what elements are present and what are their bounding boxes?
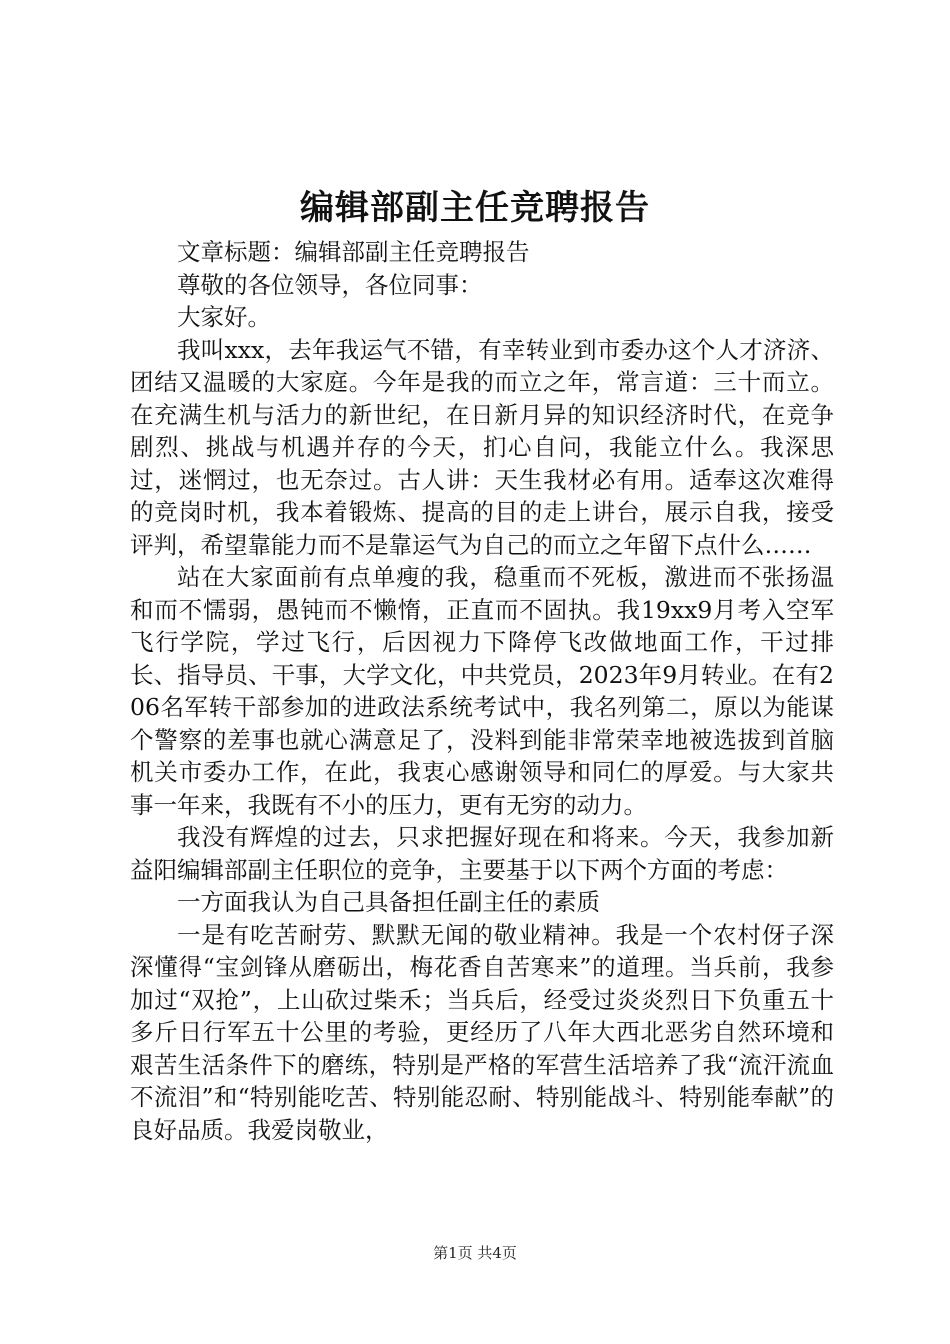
- paragraph-background: 站在大家面前有点单瘦的我，稳重而不死板，激进而不张扬温和而不懦弱，愚钝而不懒惰，正直而不固执。我19xx9月考入空军飞行学院，学过飞行，后因视力下降停飞改做地面工作，干过排长、指导员、干事，大学文化，中共党员，2023年9月转业。在有206名军转干部参加的进政法系统考试中，我名列第二，原以为能谋个警察的差事也就心满意足了，没料到能非常荣幸地被选拔到首脑机关市委办工作，在此，我衷心感谢领导和同仁的厚爱。与大家共事一年来，我既有不小的压力，更有无穷的动力。: [130, 563, 834, 819]
- paragraph-article-title: 文章标题：编辑部副主任竞聘报告: [177, 238, 530, 266]
- paragraph-motivation: 我没有辉煌的过去，只求把握好现在和将来。今天，我参加新益阳编辑部副主任职位的竞争，主要基于以下两个方面的考虑：: [130, 823, 834, 884]
- paragraph-introduction: 我叫xxx，去年我运气不错，有幸转业到市委办这个人才济济、团结又温暖的大家庭。今年是我的而立之年，常言道：三十而立。在充满生机与活力的新世纪，在日新月异的知识经济时代，在竞争剧烈、挑战与机遇并存的今天，扪心自问，我能立什么。我深思过，迷惘过，也无奈过。古人讲：天生我材必有用。适奉这次难得的竞岗时机，我本着锻炼、提高的目的走上讲台，展示自我，接受评判，希望靠能力而不是靠运气为自己的而立之年留下点什么……: [130, 335, 834, 559]
- page-footer: 第1页 共4页: [433, 1244, 517, 1262]
- document-body: [130, 236, 834, 1146]
- paragraph-point-one: 一是有吃苦耐劳、默默无闻的敬业精神。我是一个农村伢子深深懂得“宝剑锋从磨砺出，梅花香自苦寒来”的道理。当兵前，我参加过“双抢”，上山砍过柴禾；当兵后，经受过炎炎烈日下负重五十多斤日行军五十公里的考验，更经历了八年大西北恶劣自然环境和艰苦生活条件下的磨练，特别是严格的军营生活培养了我“流汗流血不流泪”和“特别能吃苦、特别能忍耐、特别能战斗、特别能奉献”的良好品质。我爱岗敬业，: [130, 920, 834, 1144]
- document-title: 编辑部副主任竞聘报告: [300, 188, 650, 228]
- paragraph-salutation: 尊敬的各位领导，各位同事：: [177, 270, 483, 299]
- paragraph-section-heading: 一方面我认为自己具备担任副主任的素质: [177, 888, 600, 916]
- paragraph-greeting: 大家好。: [177, 303, 271, 331]
